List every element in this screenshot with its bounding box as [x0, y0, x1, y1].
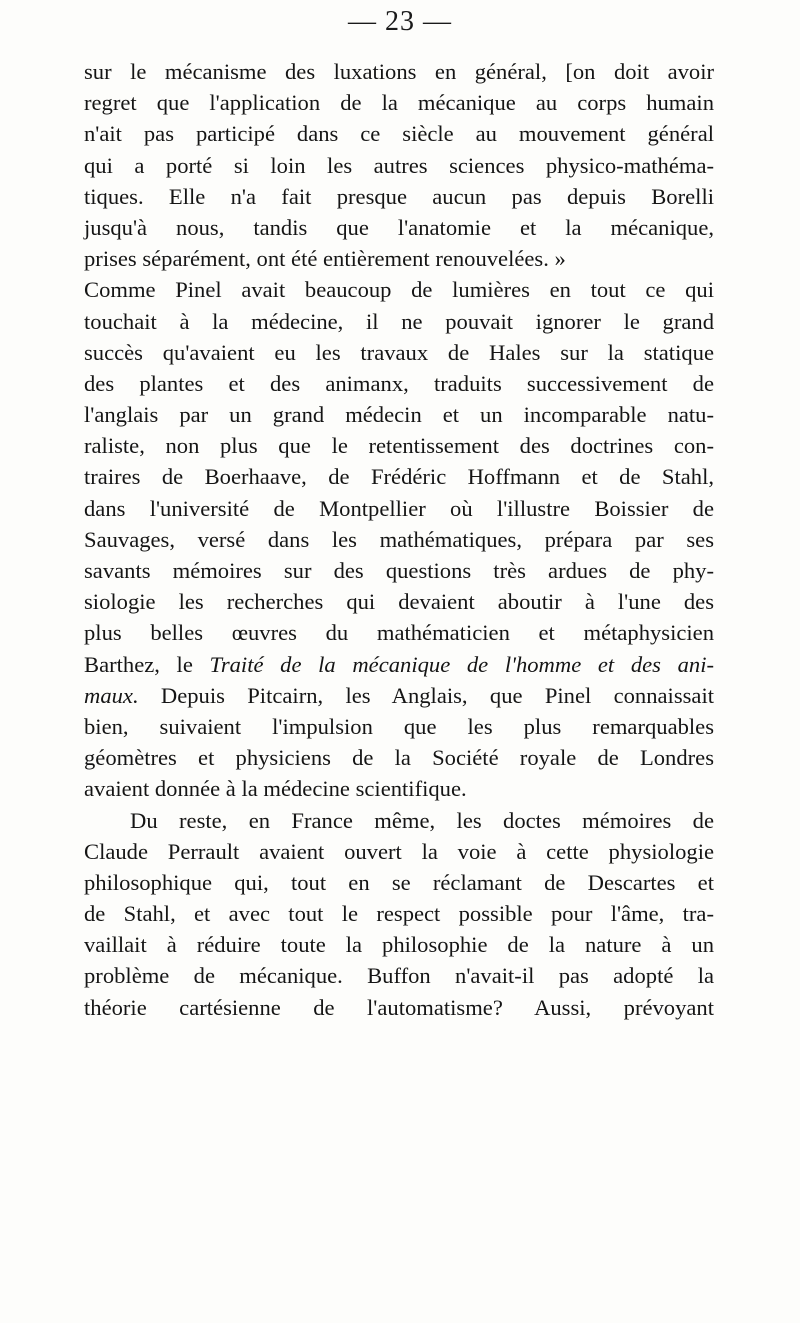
- text-line: prises séparément, ont été entièrement renouvelées. »: [84, 246, 566, 272]
- text-line: de Stahl, et avec tout le respect possible pour l'âme, tra-: [84, 901, 714, 927]
- text-line: des plantes et des animanx, traduits successivement de: [84, 370, 714, 396]
- text-line: géomètres et physiciens de la Société royale de Londres: [84, 745, 714, 771]
- book-title-italic: Traité de la mécanique de l'homme et des ani-: [209, 651, 714, 677]
- text-line: qui a porté si loin les autres sciences physico-mathéma-: [84, 152, 714, 178]
- text-fragment: Barthez, le: [84, 651, 210, 677]
- text-line: jusqu'à nous, tandis que l'anatomie et la mécanique,: [84, 214, 714, 240]
- text-line: tiques. Elle n'a fait presque aucun pas depuis Borelli: [84, 183, 714, 209]
- text-line: l'anglais par un grand médecin et un incomparable natu-: [84, 402, 714, 428]
- text-line: avaient donnée à la médecine scientifique.: [84, 776, 467, 802]
- text-line: sur le mécanisme des luxations en général, [on doit avoir: [84, 59, 714, 84]
- text-line: bien, suivaient l'impulsion que les plus remarquables: [84, 713, 714, 739]
- text-line: savants mémoires sur des questions très ardues de phy-: [84, 558, 714, 583]
- page-number: — 23 —: [348, 6, 452, 37]
- text-line: Claude Perrault avaient ouvert la voie à cette physiologie: [84, 838, 714, 864]
- text-line: théorie cartésienne de l'automatisme? Aussi, prévoyant: [84, 994, 714, 1020]
- text-fragment: Depuis Pitcairn, les Anglais, que Pinel connaissait: [138, 682, 714, 708]
- text-line-with-title: [84, 680, 714, 711]
- book-title-italic: maux.: [84, 682, 139, 708]
- text-line: plus belles œuvres du mathématicien et métaphysicien: [84, 620, 714, 646]
- text-line: philosophique qui, tout en se réclamant de Descartes et: [84, 869, 714, 895]
- text-line: siologie les recherches qui devaient aboutir à l'une des: [84, 589, 714, 615]
- text-line: raliste, non plus que le retentissement des doctrines con-: [84, 433, 714, 459]
- paragraph-start-line: Du reste, en France même, les doctes mémoires de: [130, 807, 714, 833]
- text-line: Sauvages, versé dans les mathématiques, prépara par ses: [84, 526, 714, 552]
- text-line: traires de Boerhaave, de Frédéric Hoffmann et de Stahl,: [84, 464, 714, 490]
- text-line: problème de mécanique. Buffon n'avait-il pas adopté la: [84, 963, 714, 989]
- text-line: regret que l'application de la mécanique au corps humain: [84, 90, 714, 116]
- text-line: vaillait à réduire toute la philosophie de la nature à un: [84, 932, 714, 958]
- text-line: Comme Pinel avait beaucoup de lumières en tout ce qui: [84, 277, 714, 303]
- text-line-with-title: [84, 649, 714, 680]
- body-text: [84, 56, 714, 1023]
- text-line: n'ait pas participé dans ce siècle au mouvement général: [84, 121, 714, 147]
- text-line: touchait à la médecine, il ne pouvait ignorer le grand: [84, 308, 714, 334]
- text-line: dans l'université de Montpellier où l'illustre Boissier de: [84, 495, 714, 521]
- text-line: succès qu'avaient eu les travaux de Hales sur la statique: [84, 339, 714, 365]
